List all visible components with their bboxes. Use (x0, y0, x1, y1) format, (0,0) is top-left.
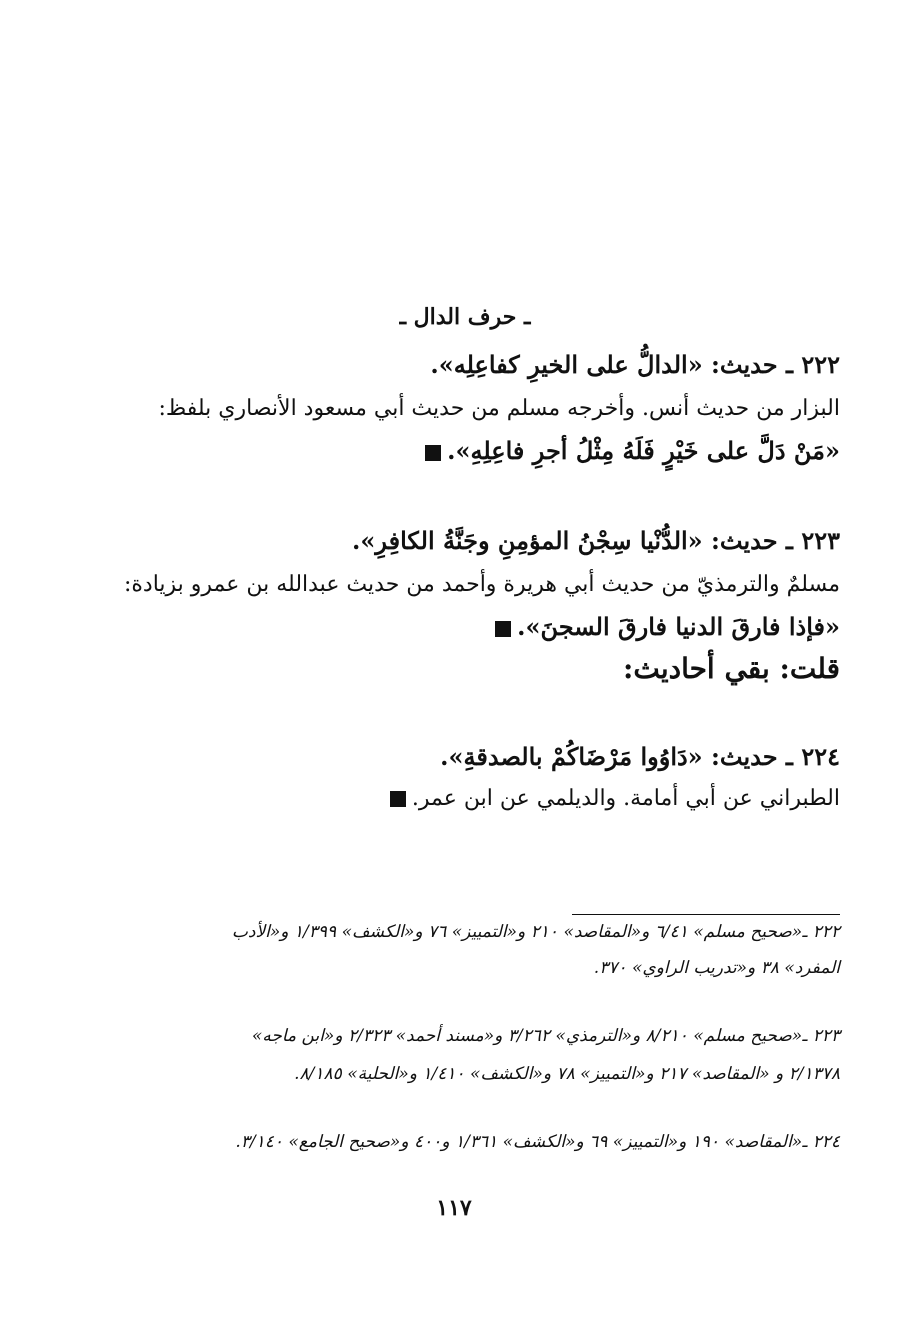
entry-224-body (390, 786, 840, 811)
footnote-224-line-1: ٢٢٤ ـ«المقاصد» ١٩٠ و«التمييز» ٦٩ و«الكشف» ١/٣٦١ و٤٠٠ و«صحيح الجامع» ٣/١٤٠. (235, 1132, 840, 1152)
entry-222-quote-text: «مَنْ دَلَّ على خَيْرٍ فَلَهُ مِثْلُ أجرِ فاعِلِهِ». (447, 436, 840, 465)
end-of-entry-mark (495, 621, 511, 637)
entry-224-title: ٢٢٤ ـ حديث: «دَاوُوا مَرْضَاكُمْ بالصدقةِ». (440, 742, 840, 771)
end-of-entry-mark (425, 445, 441, 461)
footnote-222-line-2: المفرد» ٣٨ و«تدريب الراوي» ٣٧٠. (593, 958, 840, 978)
qult-heading: قلت: بقي أحاديث: (623, 652, 840, 685)
entry-224-body-text: الطبراني عن أبي أمامة. والديلمي عن ابن عمر. (411, 786, 840, 811)
footnote-223-line-1: ٢٢٣ ـ«صحيح مسلم» ٨/٢١٠ و«الترمذي» ٣/٢٦٢ و«مسند أحمد» ٢/٣٢٣ و«ابن ماجه» (251, 1026, 840, 1046)
entry-222-quote (425, 436, 840, 465)
entry-222-body: البزار من حديث أنس. وأخرجه مسلم من حديث أبي مسعود الأنصاري بلفظ: (158, 396, 840, 421)
end-of-entry-mark (390, 791, 406, 807)
entry-222-title: ٢٢٢ ـ حديث: «الدالُّ على الخيرِ كفاعِلِه». (430, 350, 840, 379)
entry-223-title: ٢٢٣ ـ حديث: «الدُّنْيا سِجْنُ المؤمِنِ وجَنَّةُ الكافِرِ». (352, 526, 840, 555)
footnote-separator (572, 914, 840, 915)
footnote-223-line-2: ٢/١٣٧٨ و «المقاصد» ٢١٧ و«التمييز» ٧٨ و«الكشف» ١/٤١٠ و«الحلية» ٨/١٨٥. (294, 1064, 840, 1084)
footnote-222-line-1: ٢٢٢ ـ«صحيح مسلم» ٦/٤١ و«المقاصد» ٢١٠ و«التمييز» ٧٦ و«الكشف» ١/٣٩٩ و«الأدب (231, 922, 840, 942)
entry-223-quote-text: «فإذا فارقَ الدنيا فارقَ السجنَ». (517, 612, 840, 641)
entry-223-body: مسلمٌ والترمذيّ من حديث أبي هريرة وأحمد من حديث عبدالله بن عمرو بزيادة: (123, 572, 840, 597)
section-heading: ـ حرف الدال ـ (399, 304, 531, 330)
entry-223-quote (495, 612, 840, 641)
page-number: ١١٧ (436, 1195, 472, 1221)
